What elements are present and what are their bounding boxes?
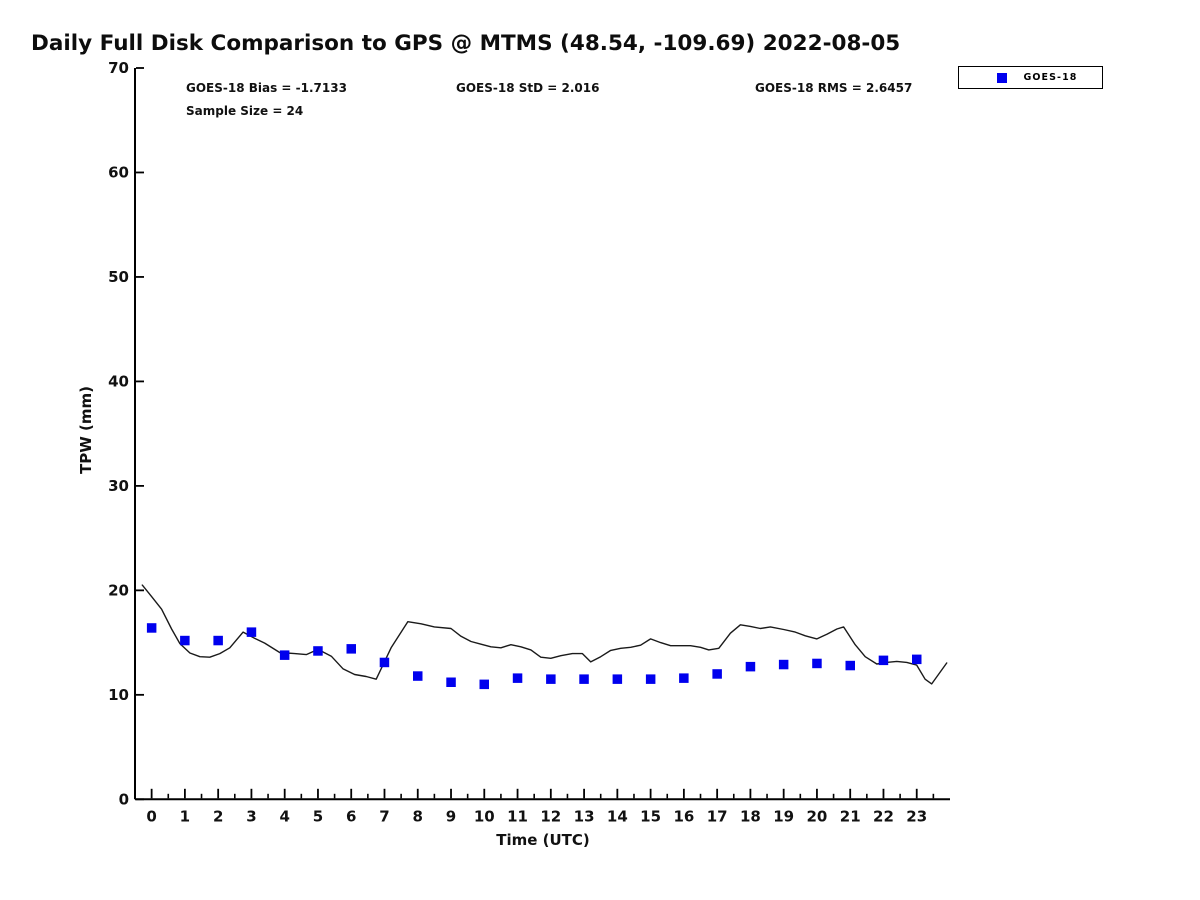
svg-text:4: 4 bbox=[279, 807, 290, 826]
svg-text:5: 5 bbox=[312, 807, 324, 826]
svg-text:11: 11 bbox=[507, 807, 528, 826]
legend-box bbox=[958, 66, 1103, 89]
svg-text:16: 16 bbox=[673, 807, 695, 826]
svg-text:21: 21 bbox=[839, 807, 861, 826]
svg-text:13: 13 bbox=[573, 807, 595, 826]
legend-square-marker-icon bbox=[997, 73, 1007, 83]
stat-std: GOES-18 StD = 2.016 bbox=[456, 81, 600, 95]
svg-text:9: 9 bbox=[445, 807, 457, 826]
svg-text:50: 50 bbox=[108, 268, 129, 287]
chart-title: Daily Full Disk Comparison to GPS @ MTMS (48.54, -109.69) 2022-08-05 bbox=[31, 31, 901, 56]
svg-text:12: 12 bbox=[540, 807, 562, 826]
svg-text:0: 0 bbox=[118, 790, 129, 809]
stat-bias: GOES-18 Bias = -1.7133 bbox=[186, 81, 347, 95]
svg-text:2: 2 bbox=[212, 807, 224, 826]
svg-text:17: 17 bbox=[706, 807, 728, 826]
svg-text:1: 1 bbox=[179, 807, 191, 826]
svg-text:6: 6 bbox=[346, 807, 357, 826]
y-axis-label: TPW (mm) bbox=[77, 386, 95, 474]
svg-text:22: 22 bbox=[873, 807, 894, 826]
svg-text:20: 20 bbox=[108, 581, 129, 600]
svg-text:7: 7 bbox=[379, 807, 390, 826]
x-axis-label: Time (UTC) bbox=[496, 831, 590, 849]
svg-text:70: 70 bbox=[108, 59, 129, 78]
svg-text:3: 3 bbox=[246, 807, 257, 826]
svg-text:30: 30 bbox=[108, 477, 129, 496]
svg-text:18: 18 bbox=[739, 807, 761, 826]
svg-text:40: 40 bbox=[108, 372, 129, 391]
stat-rms: GOES-18 RMS = 2.6457 bbox=[755, 81, 913, 95]
stat-sample-size: Sample Size = 24 bbox=[186, 104, 304, 118]
svg-text:19: 19 bbox=[773, 807, 795, 826]
svg-text:14: 14 bbox=[606, 807, 628, 826]
svg-text:60: 60 bbox=[108, 163, 129, 182]
svg-text:0: 0 bbox=[146, 807, 157, 826]
legend-label: GOES-18 bbox=[1023, 72, 1078, 83]
svg-text:20: 20 bbox=[806, 807, 828, 826]
svg-text:8: 8 bbox=[412, 807, 423, 826]
svg-text:10: 10 bbox=[108, 686, 129, 705]
svg-text:23: 23 bbox=[906, 807, 928, 826]
svg-text:15: 15 bbox=[640, 807, 662, 826]
svg-text:10: 10 bbox=[473, 807, 495, 826]
